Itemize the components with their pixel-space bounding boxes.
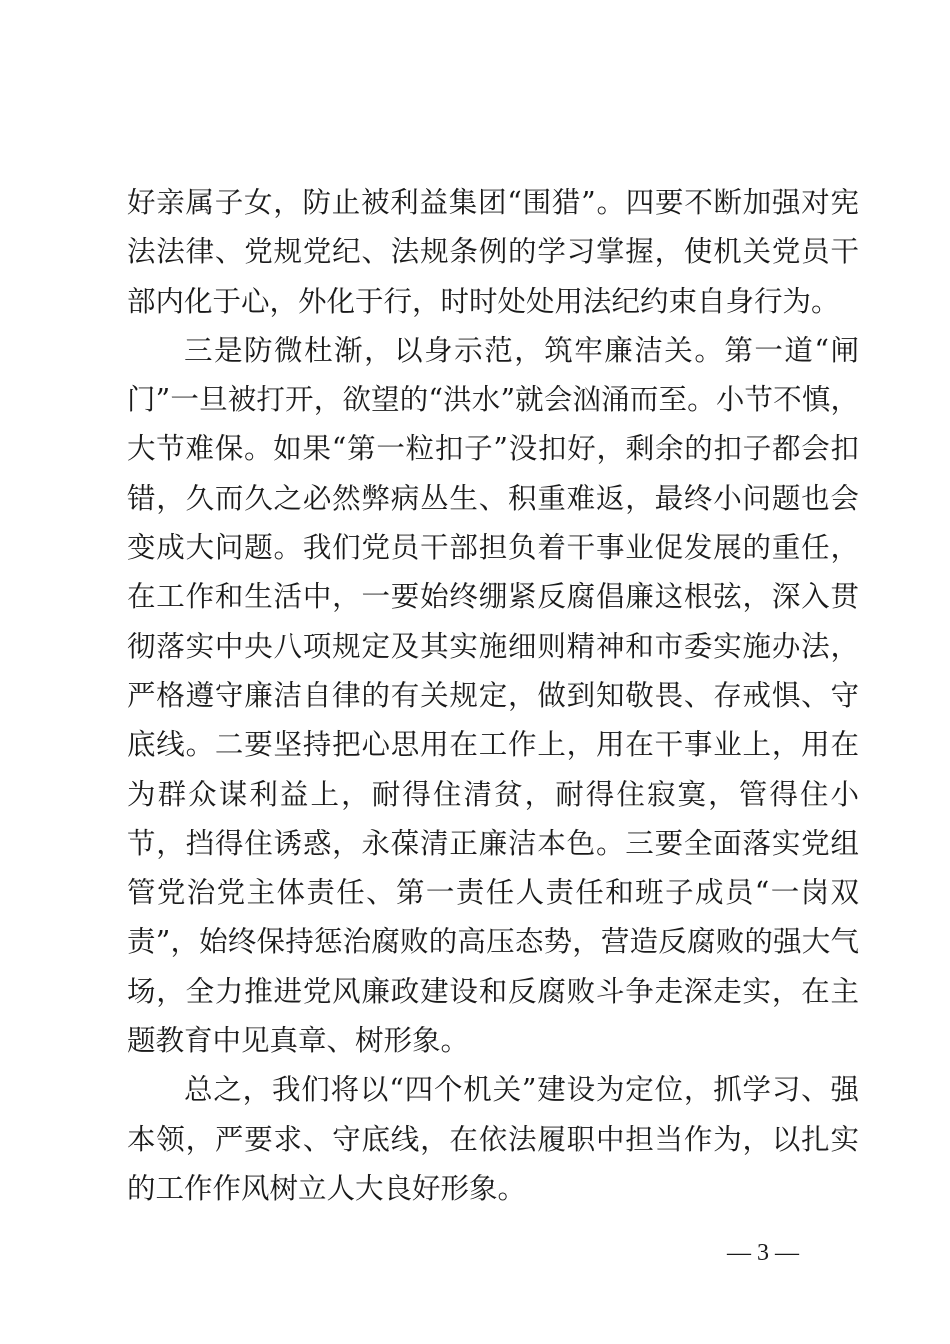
body-text xyxy=(127,178,859,1213)
paragraph-section-three: 三是防微杜渐，以身示范，筑牢廉洁关。第一道“闸门”一旦被打开，欲望的“洪水”就会汹涌而至。小节不慎，大节难保。如果“第一粒扣子”没扣好，剩余的扣子都会扣错，久而久之必然弊病丛生、积重难返，最终小问题也会变成大问题。我们党员干部担负着干事业促发展的重任，在工作和生活中，一要始终绷紧反腐倡廉这根弦，深入贯彻落实中央八项规定及其实施细则精神和市委实施办法，严格遵守廉洁自律的有关规定，做到知敬畏、存戒惧、守底线。二要坚持把心思用在工作上，用在干事业上，用在为群众谋利益上，耐得住清贫，耐得住寂寞，管得住小节，挡得住诱惑，永葆清正廉洁本色。三要全面落实党组管党治党主体责任、第一责任人责任和班子成员“一岗双责”，始终保持惩治腐败的高压态势，营造反腐败的强大气场，全力推进党风廉政建设和反腐败斗争走深走实，在主题教育中见真章、树形象。 xyxy=(127,333,859,1058)
paragraph-conclusion: 总之，我们将以“四个机关”建设为定位，抓学习、强本领，严要求、守底线，在依法履职中担当作为，以扎实的工作作风树立人大良好形象。 xyxy=(127,1073,859,1205)
page-number: — 3 — xyxy=(727,1240,799,1266)
paragraph-continuation: 好亲属子女，防止被利益集团“围猎”。四要不断加强对宪法法律、党规党纪、法规条例的学习掌握，使机关党员干部内化于心，外化于行，时时处处用法纪约束自身行为。 xyxy=(127,186,859,318)
